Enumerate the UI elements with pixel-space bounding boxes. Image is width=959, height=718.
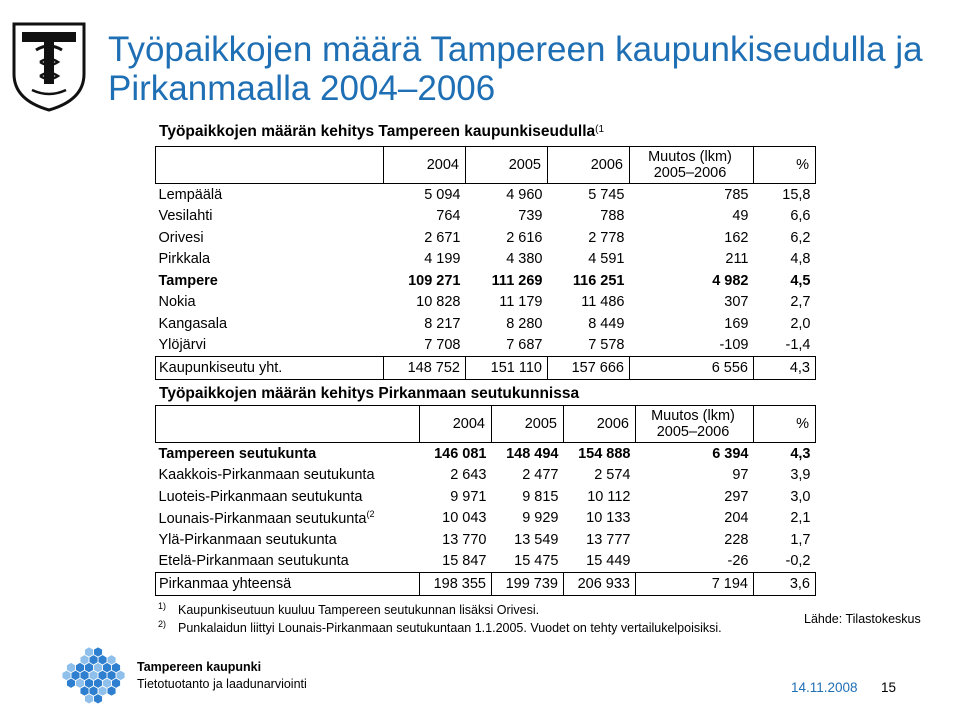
cell-y2005: 2 616 (506, 229, 543, 246)
cell-name: Tampere (158, 272, 218, 289)
hexagon-cell (85, 663, 93, 672)
table-row (156, 443, 816, 465)
cell-y2006: 10 112 (587, 488, 631, 505)
hexagon-cell (112, 663, 120, 672)
hexagon-cell (80, 671, 88, 680)
cell-y2005: 15 475 (514, 553, 559, 570)
cell-y2004: 10 043 (442, 510, 487, 527)
cell-y2005: 739 (518, 208, 543, 225)
table-row (156, 335, 816, 357)
cell-y2005: 148 494 (506, 445, 559, 462)
cell-y2004: 4 199 (424, 251, 461, 268)
cell-pct: 4,8 (790, 251, 811, 268)
cell-y2005: 151 110 (466, 357, 548, 380)
cell-y2006: 157 666 (548, 357, 630, 380)
hexagon-cell (80, 655, 88, 664)
tampere-crest-icon (10, 20, 88, 112)
cell-name: Etelä-Pirkanmaan seutukunta (158, 553, 349, 570)
cell-name: Tampereen seutukunta (158, 445, 317, 462)
table-row (156, 292, 816, 314)
cell-y2005: 199 739 (492, 573, 564, 596)
table-kaupunkiseutu (155, 146, 816, 380)
cell-change: -109 (719, 337, 749, 354)
cell-change: 49 (732, 208, 749, 225)
table-row (156, 227, 816, 249)
cell-y2004: 2 643 (450, 467, 487, 484)
cell-pct: 4,3 (790, 445, 811, 462)
cell-y2005: 13 549 (514, 531, 559, 548)
cell-y2004: 8 217 (424, 315, 461, 332)
hexagon-cell (67, 679, 75, 688)
table-row (156, 465, 816, 487)
cell-change: 6 394 (712, 445, 749, 462)
cell-name: Orivesi (158, 229, 204, 246)
header-percent: % (754, 406, 816, 443)
cell-y2006: 11 486 (581, 294, 625, 311)
cell-pct: 2,1 (790, 510, 811, 527)
cell-name: Lempäälä (158, 186, 223, 203)
cell-name: Nokia (158, 294, 196, 311)
organization-block (137, 659, 307, 693)
hexagon-cell (62, 671, 70, 680)
cell-name: Kaakkois-Pirkanmaan seutukunta (158, 467, 375, 484)
header-2004: 2004 (384, 147, 466, 184)
cell-y2004: 148 752 (384, 357, 466, 380)
cell-change: 7 194 (636, 573, 754, 596)
cell-name: Ylöjärvi (158, 337, 207, 354)
cell-name: Luoteis-Pirkanmaan seutukunta (158, 488, 363, 505)
table-row (156, 206, 816, 228)
hexagon-cell (94, 647, 102, 656)
hexagon-cell (94, 679, 102, 688)
hexagon-cell (67, 663, 75, 672)
header-2005: 2005 (466, 147, 548, 184)
cell-y2006: 10 133 (586, 510, 631, 527)
hexagon-cell (103, 679, 111, 688)
hexagon-cell (89, 671, 97, 680)
cell-pct: 15,8 (782, 186, 811, 203)
table-row (156, 313, 816, 335)
cell-change: 307 (724, 294, 749, 311)
cell-name: Lounais-Pirkanmaan seutukunta$^{(2}$ (158, 509, 375, 528)
cell-name: Pirkkala (158, 251, 211, 268)
cell-name: Ylä-Pirkanmaan seutukunta (158, 531, 337, 548)
cell-name: Kaupunkiseutu yht. (156, 357, 384, 380)
header-2004: 2004 (420, 406, 492, 443)
cell-change: 211 (725, 251, 749, 268)
hexagon-cell (107, 671, 115, 680)
hexagon-cell (94, 663, 102, 672)
hexagon-cell (103, 663, 111, 672)
cell-y2006: 7 578 (588, 337, 625, 354)
cell-y2005: 8 280 (506, 315, 543, 332)
hexagon-cell (98, 686, 106, 695)
page-title: Työpaikkojen määrä Tampereen kaupunkiseudulla ja Pirkanmaalla 2004–2006 (108, 30, 923, 108)
cell-pct: 6,2 (790, 229, 811, 246)
hexagon-cell (76, 679, 84, 688)
hexagon-cell (94, 694, 102, 703)
header-change: Muutos (lkm) 2005–2006 (636, 406, 754, 443)
hexagon-cell (107, 686, 115, 695)
hexagon-cell (89, 655, 97, 664)
cell-y2006: 4 591 (588, 251, 625, 268)
cell-y2005: 9 929 (522, 510, 559, 527)
cell-y2004: 109 271 (408, 272, 461, 289)
cell-name: Kangasala (158, 315, 228, 332)
cell-y2005: 9 815 (522, 488, 559, 505)
hexagon-cell (112, 679, 120, 688)
cell-y2004: 10 828 (416, 294, 461, 311)
header-blank-cell (156, 406, 420, 443)
cell-y2006: 116 251 (572, 272, 625, 289)
tampere-hexagon-logo-icon (56, 636, 130, 710)
cell-pct: 2,0 (790, 315, 811, 332)
hexagon-cell (116, 671, 124, 680)
table1-caption: Työpaikkojen määrän kehitys Tampereen kaupunkiseudulla$^{(1}$ (159, 123, 605, 140)
table-row (156, 357, 816, 380)
hexagon-cell (76, 663, 84, 672)
cell-pct: 1,7 (790, 531, 811, 548)
cell-pct: 3,9 (790, 467, 811, 484)
header-2006: 2006 (548, 147, 630, 184)
table-row (156, 573, 816, 596)
footnote-1: $^{1)}$ Kaupunkiseutuun kuuluu Tampereen seutukunnan lisäksi Orivesi. (158, 601, 540, 618)
cell-name: Vesilahti (158, 208, 213, 225)
cell-y2004: 146 081 (434, 445, 487, 462)
cell-y2006: 13 777 (586, 531, 631, 548)
table2-caption: Työpaikkojen määrän kehitys Pirkanmaan seutukunnissa (159, 385, 580, 402)
cell-pct: 2,7 (790, 294, 811, 311)
table-row (156, 529, 816, 551)
cell-change: 162 (724, 229, 749, 246)
hexagon-cell (80, 686, 88, 695)
cell-pct: -1,4 (785, 337, 811, 354)
cell-change: 169 (724, 315, 749, 332)
organization-name: Tampereen kaupunki (137, 660, 262, 674)
header-2006: 2006 (564, 406, 636, 443)
cell-y2006: 2 778 (588, 229, 625, 246)
cell-pct: 3,0 (790, 488, 811, 505)
cell-change: 297 (724, 488, 749, 505)
cell-y2005: 4 960 (506, 186, 543, 203)
hexagon-cell (85, 694, 93, 703)
cell-pct: 3,6 (754, 573, 816, 596)
cell-y2004: 764 (436, 208, 461, 225)
cell-change: -26 (727, 553, 749, 570)
hexagon-cell (107, 655, 115, 664)
cell-change: 4 982 (712, 272, 749, 289)
table-row (156, 184, 816, 206)
footnote-2: $^{2)}$ Punkalaidun liittyi Lounais-Pirkanmaan seutukuntaan 1.1.2005. Vuodet on tehty vertailukelpoisiksi. (158, 619, 722, 636)
cell-change: 204 (724, 510, 749, 527)
cell-pct: 6,6 (790, 208, 811, 225)
cell-pct: 4,3 (754, 357, 816, 380)
page-number: 15 (881, 680, 897, 695)
table-seutukunnat (155, 405, 816, 596)
cell-y2006: 206 933 (564, 573, 636, 596)
cell-change: 785 (724, 186, 749, 203)
table-row (156, 486, 816, 508)
table-row (156, 270, 816, 292)
header-change: Muutos (lkm) 2005–2006 (630, 147, 754, 184)
hexagon-cell (98, 655, 106, 664)
hexagon-cell (98, 671, 106, 680)
cell-y2005: 7 687 (506, 337, 543, 354)
cell-y2005: 4 380 (506, 251, 543, 268)
header-2005: 2005 (492, 406, 564, 443)
cell-y2004: 5 094 (424, 186, 461, 203)
header-percent: % (754, 147, 816, 184)
hexagon-cell (89, 686, 97, 695)
cell-change: 228 (724, 531, 749, 548)
header-blank-cell (156, 147, 384, 184)
table-row (156, 249, 816, 271)
source-note: Lähde: Tilastokeskus (804, 612, 921, 626)
slide-date: 14.11.2008 (791, 680, 858, 695)
hexagon-cell (71, 671, 79, 680)
cell-y2004: 15 847 (442, 553, 487, 570)
cell-y2004: 198 355 (420, 573, 492, 596)
cell-change: 6 556 (630, 357, 754, 380)
table-row (156, 551, 816, 573)
cell-y2006: 8 449 (588, 315, 625, 332)
cell-y2006: 5 745 (588, 186, 625, 203)
cell-y2006: 788 (600, 208, 625, 225)
cell-y2004: 9 971 (450, 488, 487, 505)
cell-y2004: 13 770 (442, 531, 487, 548)
cell-pct: -0,2 (785, 553, 811, 570)
cell-pct: 4,5 (790, 272, 811, 289)
cell-y2005: 2 477 (522, 467, 559, 484)
cell-y2004: 7 708 (424, 337, 461, 354)
table-row (156, 508, 816, 530)
cell-y2004: 2 671 (424, 229, 461, 246)
cell-y2006: 2 574 (594, 467, 631, 484)
cell-y2006: 15 449 (586, 553, 631, 570)
hexagon-cell (85, 679, 93, 688)
cell-y2005: 11 179 (499, 294, 543, 311)
organization-unit: Tietotuotanto ja laadunarviointi (137, 677, 307, 691)
cell-change: 97 (732, 467, 749, 484)
cell-y2006: 154 888 (578, 445, 631, 462)
hexagon-cell (85, 647, 93, 656)
cell-y2005: 111 269 (491, 272, 543, 289)
cell-name: Pirkanmaa yhteensä (156, 573, 420, 596)
